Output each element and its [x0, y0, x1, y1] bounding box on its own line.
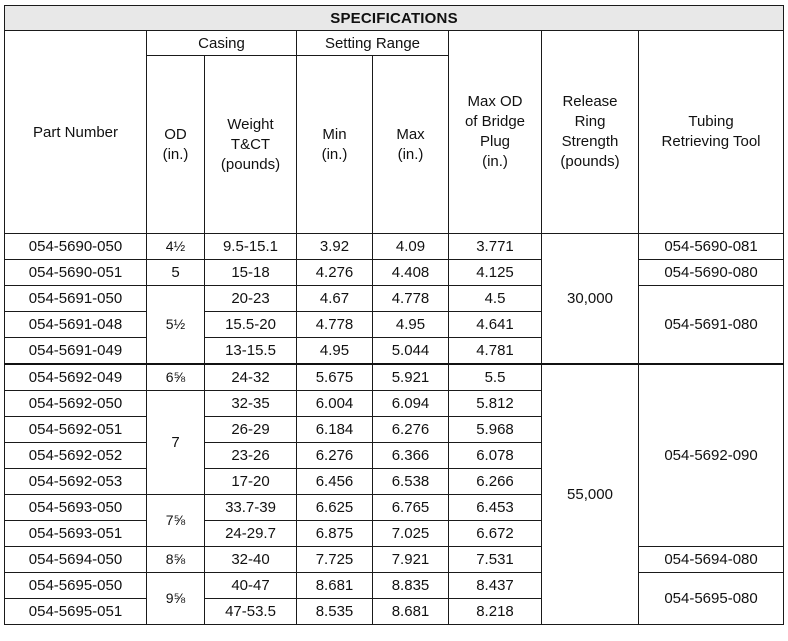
header-part-number: Part Number: [5, 31, 147, 234]
tool-cell: 054-5690-081: [639, 234, 784, 260]
min-cell: 6.875: [297, 521, 373, 547]
weight-cell: 17-20: [205, 469, 297, 495]
part-number-cell: 054-5690-051: [5, 260, 147, 286]
max-od-cell: 5.968: [449, 417, 542, 443]
weight-cell: 26-29: [205, 417, 297, 443]
max-od-cell: 6.672: [449, 521, 542, 547]
min-cell: 8.681: [297, 573, 373, 599]
max-od-cell: 4.781: [449, 338, 542, 365]
header-setting-range: Setting Range: [297, 31, 449, 56]
min-cell: 4.778: [297, 312, 373, 338]
part-number-cell: 054-5695-051: [5, 599, 147, 625]
release-strength-cell: 30,000: [542, 234, 639, 365]
od-cell: 5: [147, 260, 205, 286]
min-cell: 4.276: [297, 260, 373, 286]
header-min: Min (in.): [297, 56, 373, 234]
max-cell: 6.538: [373, 469, 449, 495]
weight-cell: 33.7-39: [205, 495, 297, 521]
max-cell: 5.044: [373, 338, 449, 365]
min-cell: 5.675: [297, 364, 373, 391]
weight-cell: 24-29.7: [205, 521, 297, 547]
tool-cell: 054-5694-080: [639, 547, 784, 573]
max-od-cell: 8.218: [449, 599, 542, 625]
part-number-cell: 054-5691-050: [5, 286, 147, 312]
tool-cell: 054-5692-090: [639, 364, 784, 547]
max-cell: 8.835: [373, 573, 449, 599]
part-number-cell: 054-5695-050: [5, 573, 147, 599]
max-cell: 7.921: [373, 547, 449, 573]
max-cell: 6.765: [373, 495, 449, 521]
tool-cell: 054-5695-080: [639, 573, 784, 625]
weight-cell: 13-15.5: [205, 338, 297, 365]
max-od-cell: 4.641: [449, 312, 542, 338]
max-cell: 4.95: [373, 312, 449, 338]
table-row: [5, 286, 784, 312]
part-number-cell: 054-5691-048: [5, 312, 147, 338]
header-max-od: Max OD of Bridge Plug (in.): [449, 31, 542, 234]
od-cell: 6⅝: [147, 364, 205, 391]
table-row: [5, 234, 784, 260]
max-cell: 5.921: [373, 364, 449, 391]
max-cell: 8.681: [373, 599, 449, 625]
max-cell: 4.408: [373, 260, 449, 286]
header-casing: Casing: [147, 31, 297, 56]
weight-cell: 40-47: [205, 573, 297, 599]
max-cell: 7.025: [373, 521, 449, 547]
max-od-cell: 8.437: [449, 573, 542, 599]
od-cell: 4½: [147, 234, 205, 260]
part-number-cell: 054-5692-050: [5, 391, 147, 417]
max-cell: 4.778: [373, 286, 449, 312]
min-cell: 6.276: [297, 443, 373, 469]
part-number-cell: 054-5692-052: [5, 443, 147, 469]
max-cell: 4.09: [373, 234, 449, 260]
table-row: [5, 260, 784, 286]
od-cell: 8⅝: [147, 547, 205, 573]
table-row: [5, 364, 784, 391]
max-od-cell: 6.266: [449, 469, 542, 495]
max-od-cell: 6.453: [449, 495, 542, 521]
min-cell: 6.004: [297, 391, 373, 417]
max-cell: 6.366: [373, 443, 449, 469]
weight-cell: 32-35: [205, 391, 297, 417]
table-row: [5, 573, 784, 599]
weight-cell: 47-53.5: [205, 599, 297, 625]
min-cell: 4.95: [297, 338, 373, 365]
max-od-cell: 5.5: [449, 364, 542, 391]
min-cell: 6.456: [297, 469, 373, 495]
od-cell: 7: [147, 391, 205, 495]
part-number-cell: 054-5694-050: [5, 547, 147, 573]
header-max: Max (in.): [373, 56, 449, 234]
weight-cell: 20-23: [205, 286, 297, 312]
max-od-cell: 4.125: [449, 260, 542, 286]
max-od-cell: 3.771: [449, 234, 542, 260]
max-od-cell: 6.078: [449, 443, 542, 469]
part-number-cell: 054-5693-050: [5, 495, 147, 521]
weight-cell: 9.5-15.1: [205, 234, 297, 260]
min-cell: 6.625: [297, 495, 373, 521]
max-cell: 6.094: [373, 391, 449, 417]
weight-cell: 15-18: [205, 260, 297, 286]
min-cell: 6.184: [297, 417, 373, 443]
part-number-cell: 054-5692-051: [5, 417, 147, 443]
part-number-cell: 054-5692-053: [5, 469, 147, 495]
header-release-ring-strength: Release Ring Strength (pounds): [542, 31, 639, 234]
weight-cell: 32-40: [205, 547, 297, 573]
part-number-cell: 054-5691-049: [5, 338, 147, 365]
weight-cell: 24-32: [205, 364, 297, 391]
min-cell: 8.535: [297, 599, 373, 625]
table-title: SPECIFICATIONS: [5, 6, 784, 31]
release-strength-cell: 55,000: [542, 364, 639, 625]
tool-cell: 054-5691-080: [639, 286, 784, 365]
min-cell: 4.67: [297, 286, 373, 312]
part-number-cell: 054-5693-051: [5, 521, 147, 547]
part-number-cell: 054-5692-049: [5, 364, 147, 391]
weight-cell: 15.5-20: [205, 312, 297, 338]
specifications-table: [4, 5, 784, 625]
max-od-cell: 5.812: [449, 391, 542, 417]
min-cell: 7.725: [297, 547, 373, 573]
max-cell: 6.276: [373, 417, 449, 443]
max-od-cell: 7.531: [449, 547, 542, 573]
header-od: OD (in.): [147, 56, 205, 234]
header-tubing-retrieving-tool: Tubing Retrieving Tool: [639, 31, 784, 234]
od-cell: 5½: [147, 286, 205, 365]
header-weight: Weight T&CT (pounds): [205, 56, 297, 234]
max-od-cell: 4.5: [449, 286, 542, 312]
min-cell: 3.92: [297, 234, 373, 260]
tool-cell: 054-5690-080: [639, 260, 784, 286]
part-number-cell: 054-5690-050: [5, 234, 147, 260]
weight-cell: 23-26: [205, 443, 297, 469]
od-cell: 7⅝: [147, 495, 205, 547]
table-row: [5, 547, 784, 573]
od-cell: 9⅝: [147, 573, 205, 625]
